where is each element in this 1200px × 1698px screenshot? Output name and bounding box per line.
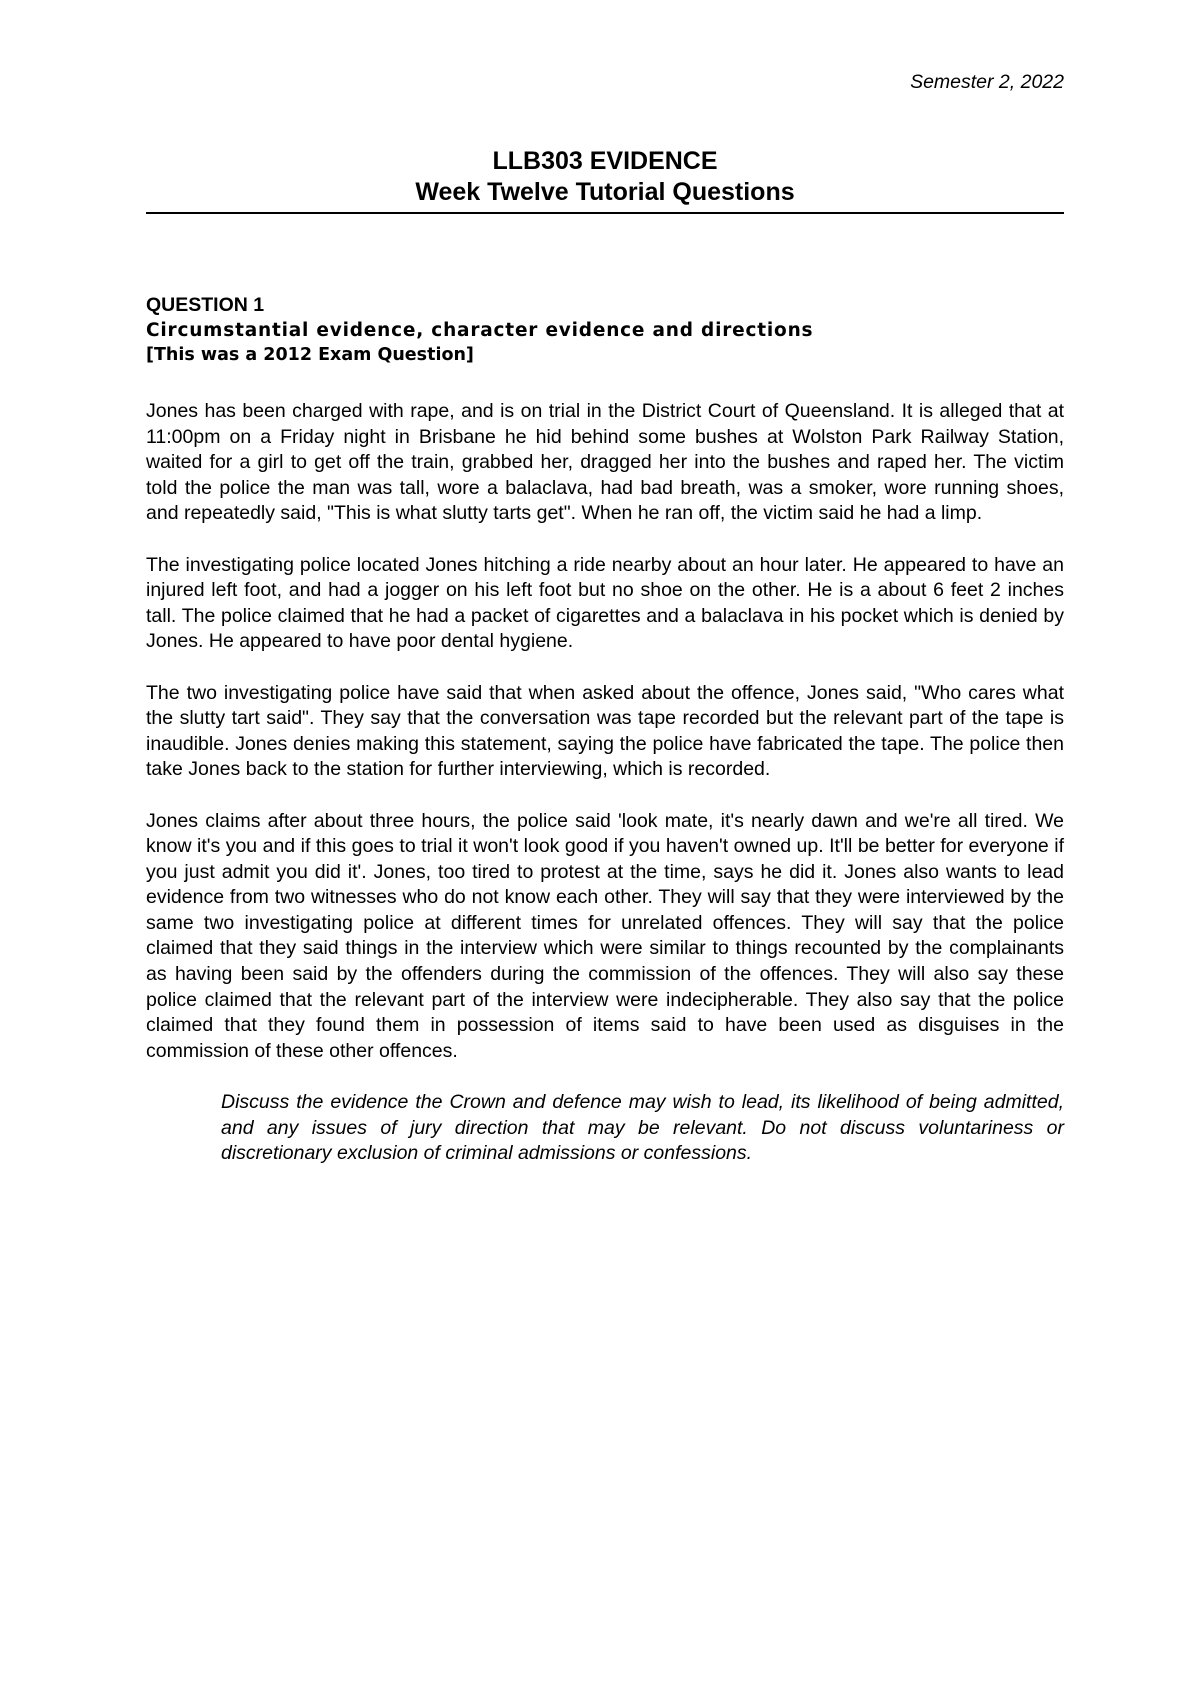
course-title: LLB303 EVIDENCE	[492, 147, 718, 175]
question-topic: Circumstantial evidence, character evidence and directions	[146, 320, 814, 341]
document-page	[146, 0, 1064, 1698]
document-header	[146, 146, 1064, 214]
paragraph-statement: The two investigating police have said that when asked about the offence, Jones said, "Who cares what the slutty tart said". They say that the conversation was tape recorded but the relevant part of the tape is inaudible. Jones denies making this statement, saying the police have fabricated the tape. The police then take Jones back to the station for further interviewing, which is recorded.	[146, 681, 1064, 781]
question-label: QUESTION 1	[146, 294, 265, 316]
document-title: Week Twelve Tutorial Questions	[415, 178, 795, 206]
paragraph-facts: Jones has been charged with rape, and is on trial in the District Court of Queensland. It is alleged that at 11:00pm on a Friday night in Brisbane he hid behind some bushes at Wolston Park Railway Station, waited for a girl to get off the train, grabbed her, dragged her into the bushes and raped her. The victim told the police the man was tall, wore a balaclava, had bad breath, was a smoker, wore running shoes, and repeatedly said, "This is what slutty tarts get". When he ran off, the victim said he had a limp.	[146, 400, 1064, 525]
paragraph-interview: Jones claims after about three hours, the police said 'look mate, it's nearly dawn and we're all tired. We know it's you and if this goes to trial it won't look good if you haven't owned up. It'll be better for everyone if you just admit you did it'. Jones, too tired to protest at the time, says he did it. Jones also wants to lead evidence from two witnesses who do not know each other. They will say that they were interviewed by the same two investigating police at different times for unrelated offences. They will say that the police claimed that they said things in the interview which were similar to things recounted by the complainants as having been said by the offenders during the commission of the offences. They will also say these police claimed that the relevant part of the interview were indecipherable. They also say that the police claimed that they found them in possession of items said to have been used as disguises in the commission of these other offences.	[146, 809, 1064, 1062]
question-body	[146, 399, 1064, 1192]
question-heading	[146, 293, 1064, 368]
semester-label: Semester 2, 2022	[910, 71, 1064, 93]
question-note: [This was a 2012 Exam Question]	[146, 345, 474, 365]
question-instruction: Discuss the evidence the Crown and defence may wish to lead, its likelihood of being admitted, and any issues of jury direction that may be relevant. Do not discuss voluntariness or discretionary exclusion of criminal admissions or confessions.	[221, 1091, 1064, 1165]
paragraph-police-located: The investigating police located Jones hitching a ride nearby about an hour later. He appeared to have an injured left foot, and had a jogger on his left foot but no shoe on the other. He is a about 6 feet 2 inches tall. The police claimed that he had a packet of cigarettes and a balaclava in his pocket which is denied by Jones. He appeared to have poor dental hygiene.	[146, 553, 1064, 653]
